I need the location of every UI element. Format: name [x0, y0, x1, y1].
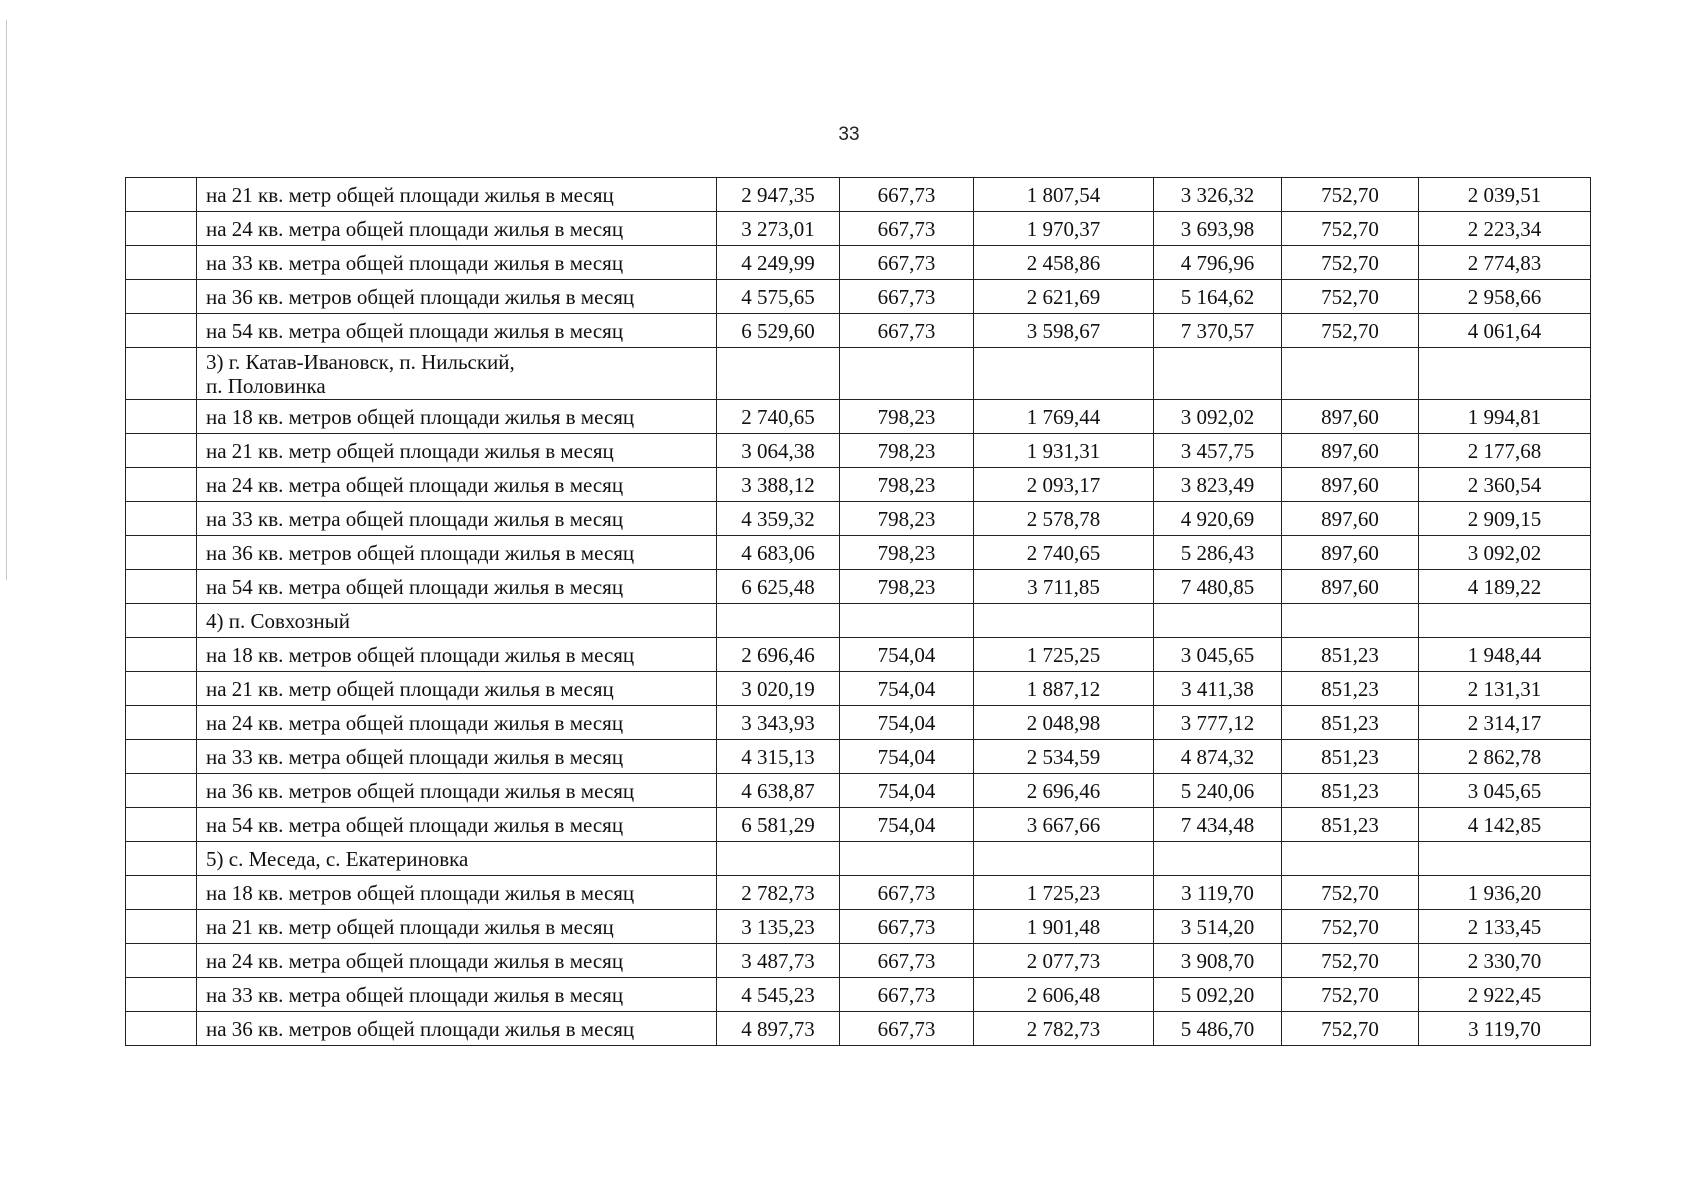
- value-cell: 2 621,69: [974, 280, 1154, 314]
- row-index-cell: [126, 740, 197, 774]
- value-cell: 3 411,38: [1154, 672, 1282, 706]
- value-cell: 667,73: [840, 314, 974, 348]
- row-index-cell: [126, 774, 197, 808]
- table-row: [126, 502, 1591, 536]
- value-cell: 4 683,06: [717, 536, 840, 570]
- value-cell: 2 947,35: [717, 178, 840, 212]
- value-cell: 851,23: [1282, 672, 1419, 706]
- empty-cell: [974, 842, 1154, 876]
- empty-cell: [840, 348, 974, 400]
- value-cell: 752,70: [1282, 280, 1419, 314]
- table-row: [126, 536, 1591, 570]
- value-cell: 851,23: [1282, 740, 1419, 774]
- value-cell: 4 249,99: [717, 246, 840, 280]
- value-cell: 3 777,12: [1154, 706, 1282, 740]
- empty-cell: [717, 348, 840, 400]
- value-cell: 1 769,44: [974, 400, 1154, 434]
- value-cell: 897,60: [1282, 536, 1419, 570]
- value-cell: 2 131,31: [1419, 672, 1591, 706]
- table-row: [126, 978, 1591, 1012]
- value-cell: 3 119,70: [1154, 876, 1282, 910]
- section-title-line: п. Половинка: [206, 373, 326, 398]
- value-cell: 3 135,23: [717, 910, 840, 944]
- empty-cell: [840, 842, 974, 876]
- row-label: на 24 кв. метра общей площади жилья в месяц: [197, 212, 717, 246]
- value-cell: 3 045,65: [1419, 774, 1591, 808]
- value-cell: 752,70: [1282, 910, 1419, 944]
- value-cell: 752,70: [1282, 978, 1419, 1012]
- table-body: [126, 178, 1591, 1046]
- value-cell: 2 782,73: [717, 876, 840, 910]
- value-cell: 1 901,48: [974, 910, 1154, 944]
- value-cell: 752,70: [1282, 246, 1419, 280]
- value-cell: 4 874,32: [1154, 740, 1282, 774]
- row-index-cell: [126, 212, 197, 246]
- section-row: [126, 604, 1591, 638]
- row-label: на 54 кв. метра общей площади жилья в месяц: [197, 570, 717, 604]
- value-cell: 897,60: [1282, 400, 1419, 434]
- value-cell: 667,73: [840, 1012, 974, 1046]
- value-cell: 3 326,32: [1154, 178, 1282, 212]
- value-cell: 752,70: [1282, 876, 1419, 910]
- value-cell: 754,04: [840, 638, 974, 672]
- row-index-cell: [126, 178, 197, 212]
- section-title: [197, 604, 717, 638]
- value-cell: 1 725,23: [974, 876, 1154, 910]
- value-cell: 3 487,73: [717, 944, 840, 978]
- table-row: [126, 400, 1591, 434]
- value-cell: 754,04: [840, 740, 974, 774]
- row-label: на 24 кв. метра общей площади жилья в месяц: [197, 944, 717, 978]
- value-cell: 4 142,85: [1419, 808, 1591, 842]
- empty-cell: [1154, 348, 1282, 400]
- row-label: на 36 кв. метров общей площади жилья в месяц: [197, 280, 717, 314]
- row-label: на 24 кв. метра общей площади жилья в месяц: [197, 706, 717, 740]
- value-cell: 5 286,43: [1154, 536, 1282, 570]
- value-cell: 1 948,44: [1419, 638, 1591, 672]
- value-cell: 2 958,66: [1419, 280, 1591, 314]
- row-index-cell: [126, 246, 197, 280]
- value-cell: 4 061,64: [1419, 314, 1591, 348]
- section-title-line: 4) п. Совхозный: [206, 608, 350, 633]
- value-cell: 5 092,20: [1154, 978, 1282, 1012]
- value-cell: 2 360,54: [1419, 468, 1591, 502]
- value-cell: 2 862,78: [1419, 740, 1591, 774]
- value-cell: 1 931,31: [974, 434, 1154, 468]
- row-label: на 36 кв. метров общей площади жилья в месяц: [197, 1012, 717, 1046]
- empty-cell: [974, 604, 1154, 638]
- value-cell: 3 823,49: [1154, 468, 1282, 502]
- value-cell: 667,73: [840, 212, 974, 246]
- table-row: [126, 638, 1591, 672]
- value-cell: 3 711,85: [974, 570, 1154, 604]
- page-number: 33: [838, 124, 860, 145]
- empty-cell: [1154, 842, 1282, 876]
- empty-cell: [717, 604, 840, 638]
- row-label: на 21 кв. метр общей площади жилья в месяц: [197, 672, 717, 706]
- empty-cell: [1419, 604, 1591, 638]
- value-cell: 1 970,37: [974, 212, 1154, 246]
- value-cell: 3 667,66: [974, 808, 1154, 842]
- row-label: на 21 кв. метр общей площади жилья в месяц: [197, 910, 717, 944]
- row-label: на 21 кв. метр общей площади жилья в месяц: [197, 178, 717, 212]
- value-cell: 3 045,65: [1154, 638, 1282, 672]
- value-cell: 2 223,34: [1419, 212, 1591, 246]
- value-cell: 2 578,78: [974, 502, 1154, 536]
- row-label: на 18 кв. метров общей площади жилья в месяц: [197, 638, 717, 672]
- value-cell: 2 909,15: [1419, 502, 1591, 536]
- section-title-line: 3) г. Катав-Ивановск, п. Нильский,: [206, 349, 515, 374]
- empty-cell: [1419, 842, 1591, 876]
- row-index-cell: [126, 280, 197, 314]
- value-cell: 2 458,86: [974, 246, 1154, 280]
- table-row: [126, 876, 1591, 910]
- value-cell: 6 529,60: [717, 314, 840, 348]
- table-row: [126, 212, 1591, 246]
- value-cell: 3 119,70: [1419, 1012, 1591, 1046]
- value-cell: 752,70: [1282, 212, 1419, 246]
- row-index-cell: [126, 314, 197, 348]
- value-cell: 851,23: [1282, 638, 1419, 672]
- table-row: [126, 280, 1591, 314]
- value-cell: 2 782,73: [974, 1012, 1154, 1046]
- value-cell: 4 920,69: [1154, 502, 1282, 536]
- value-cell: 4 796,96: [1154, 246, 1282, 280]
- table-row: [126, 706, 1591, 740]
- value-cell: 1 887,12: [974, 672, 1154, 706]
- value-cell: 3 693,98: [1154, 212, 1282, 246]
- table-row: [126, 434, 1591, 468]
- value-cell: 754,04: [840, 706, 974, 740]
- row-label: на 33 кв. метра общей площади жилья в месяц: [197, 246, 717, 280]
- row-index-cell: [126, 978, 197, 1012]
- table-row: [126, 1012, 1591, 1046]
- value-cell: 3 273,01: [717, 212, 840, 246]
- row-index-cell: [126, 706, 197, 740]
- value-cell: 754,04: [840, 672, 974, 706]
- section-title-line: 5) с. Меседа, с. Екатериновка: [206, 846, 469, 871]
- row-index-cell: [126, 536, 197, 570]
- value-cell: 754,04: [840, 774, 974, 808]
- value-cell: 2 740,65: [974, 536, 1154, 570]
- value-cell: 752,70: [1282, 944, 1419, 978]
- row-index-cell: [126, 502, 197, 536]
- tariff-table: [125, 177, 1591, 1046]
- value-cell: 7 480,85: [1154, 570, 1282, 604]
- value-cell: 1 994,81: [1419, 400, 1591, 434]
- value-cell: 4 315,13: [717, 740, 840, 774]
- row-label: на 33 кв. метра общей площади жилья в месяц: [197, 740, 717, 774]
- value-cell: 752,70: [1282, 1012, 1419, 1046]
- row-label: на 36 кв. метров общей площади жилья в месяц: [197, 774, 717, 808]
- value-cell: 4 359,32: [717, 502, 840, 536]
- value-cell: 667,73: [840, 910, 974, 944]
- value-cell: 2 922,45: [1419, 978, 1591, 1012]
- table-row: [126, 944, 1591, 978]
- row-index-cell: [126, 638, 197, 672]
- value-cell: 6 625,48: [717, 570, 840, 604]
- section-row: [126, 348, 1591, 400]
- value-cell: 752,70: [1282, 178, 1419, 212]
- value-cell: 5 486,70: [1154, 1012, 1282, 1046]
- row-index-cell: [126, 1012, 197, 1046]
- row-label: на 36 кв. метров общей площади жилья в месяц: [197, 536, 717, 570]
- row-index-cell: [126, 842, 197, 876]
- row-index-cell: [126, 808, 197, 842]
- value-cell: 3 064,38: [717, 434, 840, 468]
- row-index-cell: [126, 570, 197, 604]
- value-cell: 3 092,02: [1419, 536, 1591, 570]
- row-index-cell: [126, 910, 197, 944]
- empty-cell: [1282, 604, 1419, 638]
- value-cell: 798,23: [840, 400, 974, 434]
- table-row: [126, 774, 1591, 808]
- value-cell: 798,23: [840, 536, 974, 570]
- value-cell: 798,23: [840, 434, 974, 468]
- value-cell: 2 048,98: [974, 706, 1154, 740]
- table-row: [126, 672, 1591, 706]
- value-cell: 3 457,75: [1154, 434, 1282, 468]
- row-label: на 24 кв. метра общей площади жилья в месяц: [197, 468, 717, 502]
- value-cell: 897,60: [1282, 434, 1419, 468]
- value-cell: 3 908,70: [1154, 944, 1282, 978]
- row-label: на 33 кв. метра общей площади жилья в месяц: [197, 502, 717, 536]
- value-cell: 7 370,57: [1154, 314, 1282, 348]
- value-cell: 4 545,23: [717, 978, 840, 1012]
- empty-cell: [974, 348, 1154, 400]
- table-row: [126, 178, 1591, 212]
- value-cell: 851,23: [1282, 808, 1419, 842]
- value-cell: 667,73: [840, 944, 974, 978]
- empty-cell: [717, 842, 840, 876]
- row-index-cell: [126, 400, 197, 434]
- value-cell: 2 534,59: [974, 740, 1154, 774]
- row-label: на 18 кв. метров общей площади жилья в месяц: [197, 876, 717, 910]
- value-cell: 3 092,02: [1154, 400, 1282, 434]
- scan-edge-line: [6, 20, 7, 580]
- value-cell: 2 314,17: [1419, 706, 1591, 740]
- row-index-cell: [126, 672, 197, 706]
- row-index-cell: [126, 604, 197, 638]
- value-cell: 4 638,87: [717, 774, 840, 808]
- table-row: [126, 246, 1591, 280]
- section-title: [197, 348, 717, 400]
- value-cell: 851,23: [1282, 774, 1419, 808]
- value-cell: 2 133,45: [1419, 910, 1591, 944]
- empty-cell: [1282, 842, 1419, 876]
- table-row: [126, 910, 1591, 944]
- value-cell: 4 189,22: [1419, 570, 1591, 604]
- empty-cell: [1282, 348, 1419, 400]
- empty-cell: [1419, 348, 1591, 400]
- value-cell: 2 093,17: [974, 468, 1154, 502]
- value-cell: 667,73: [840, 246, 974, 280]
- row-label: на 54 кв. метра общей площади жилья в месяц: [197, 314, 717, 348]
- value-cell: 798,23: [840, 468, 974, 502]
- table-row: [126, 740, 1591, 774]
- value-cell: 667,73: [840, 178, 974, 212]
- table-row: [126, 468, 1591, 502]
- value-cell: 2 606,48: [974, 978, 1154, 1012]
- value-cell: 798,23: [840, 570, 974, 604]
- row-label: на 33 кв. метра общей площади жилья в месяц: [197, 978, 717, 1012]
- section-row: [126, 842, 1591, 876]
- value-cell: 851,23: [1282, 706, 1419, 740]
- value-cell: 2 740,65: [717, 400, 840, 434]
- section-title: [197, 842, 717, 876]
- value-cell: 5 164,62: [1154, 280, 1282, 314]
- row-index-cell: [126, 468, 197, 502]
- row-index-cell: [126, 348, 197, 400]
- row-label: на 54 кв. метра общей площади жилья в месяц: [197, 808, 717, 842]
- value-cell: 2 774,83: [1419, 246, 1591, 280]
- value-cell: 2 177,68: [1419, 434, 1591, 468]
- empty-cell: [840, 604, 974, 638]
- row-index-cell: [126, 434, 197, 468]
- value-cell: 3 598,67: [974, 314, 1154, 348]
- value-cell: 2 696,46: [717, 638, 840, 672]
- value-cell: 2 696,46: [974, 774, 1154, 808]
- value-cell: 2 039,51: [1419, 178, 1591, 212]
- row-label: на 18 кв. метров общей площади жилья в месяц: [197, 400, 717, 434]
- value-cell: 1 725,25: [974, 638, 1154, 672]
- value-cell: 4 897,73: [717, 1012, 840, 1046]
- value-cell: 897,60: [1282, 468, 1419, 502]
- value-cell: 3 343,93: [717, 706, 840, 740]
- value-cell: 2 330,70: [1419, 944, 1591, 978]
- row-index-cell: [126, 944, 197, 978]
- value-cell: 754,04: [840, 808, 974, 842]
- value-cell: 667,73: [840, 280, 974, 314]
- value-cell: 7 434,48: [1154, 808, 1282, 842]
- value-cell: 1 936,20: [1419, 876, 1591, 910]
- row-index-cell: [126, 876, 197, 910]
- value-cell: 897,60: [1282, 502, 1419, 536]
- value-cell: 752,70: [1282, 314, 1419, 348]
- value-cell: 3 514,20: [1154, 910, 1282, 944]
- empty-cell: [1154, 604, 1282, 638]
- value-cell: 4 575,65: [717, 280, 840, 314]
- table-row: [126, 808, 1591, 842]
- table-row: [126, 570, 1591, 604]
- value-cell: 798,23: [840, 502, 974, 536]
- value-cell: 6 581,29: [717, 808, 840, 842]
- value-cell: 5 240,06: [1154, 774, 1282, 808]
- value-cell: 3 020,19: [717, 672, 840, 706]
- value-cell: 897,60: [1282, 570, 1419, 604]
- value-cell: 3 388,12: [717, 468, 840, 502]
- value-cell: 2 077,73: [974, 944, 1154, 978]
- value-cell: 667,73: [840, 978, 974, 1012]
- value-cell: 1 807,54: [974, 178, 1154, 212]
- value-cell: 667,73: [840, 876, 974, 910]
- row-label: на 21 кв. метр общей площади жилья в месяц: [197, 434, 717, 468]
- table-row: [126, 314, 1591, 348]
